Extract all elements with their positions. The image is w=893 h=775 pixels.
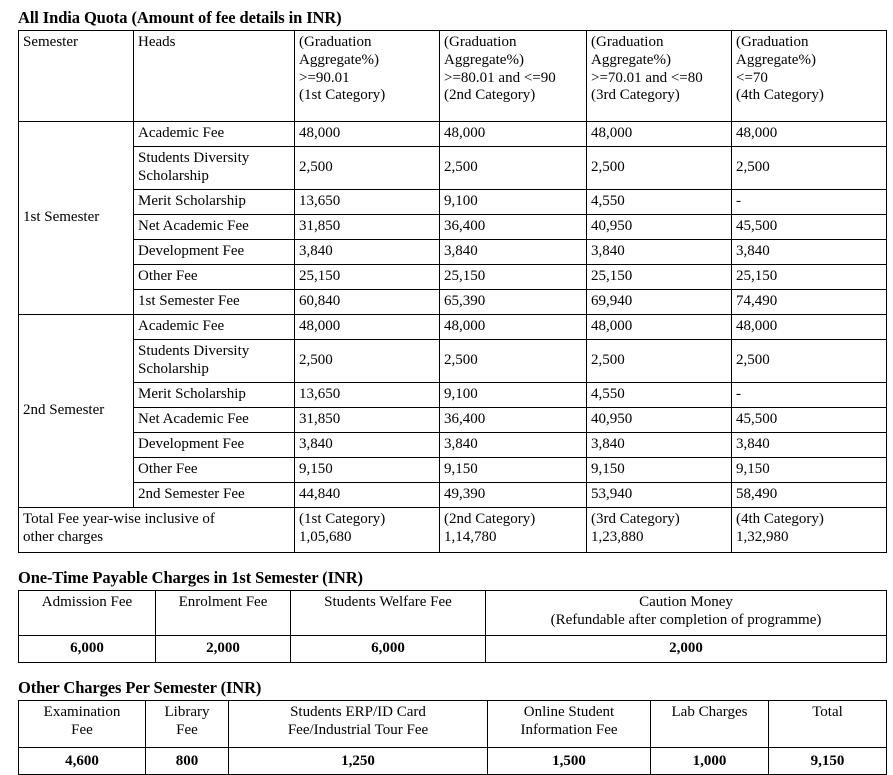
row-head-line2: Scholarship bbox=[138, 168, 209, 185]
total-cat3: 69,940 bbox=[587, 290, 732, 315]
table-row bbox=[19, 265, 887, 290]
cell-cat1: 48,000 bbox=[295, 122, 440, 147]
header-cat2-line2: Aggregate%) bbox=[444, 51, 524, 68]
row-head: Development Fee bbox=[134, 240, 295, 265]
header-cat2-line1: (Graduation bbox=[444, 34, 517, 51]
cell-cat2: 3,840 bbox=[440, 433, 587, 458]
header-enrolment-fee bbox=[156, 591, 291, 636]
cell-cat3: 4,550 bbox=[587, 190, 732, 215]
header-students-erp-line2: Fee/Industrial Tour Fee bbox=[287, 722, 429, 739]
header-online-student-line1: Online Student bbox=[523, 704, 615, 721]
total-cat1: 44,840 bbox=[295, 483, 440, 508]
cell-cat2: 2,500 bbox=[440, 147, 587, 190]
row-head: Net Academic Fee bbox=[134, 215, 295, 240]
cell-cat2: 9,150 bbox=[440, 458, 587, 483]
header-library-fee-line1: Library bbox=[164, 704, 210, 721]
value-admission-fee: 6,000 bbox=[19, 636, 156, 663]
table-row bbox=[19, 433, 887, 458]
table-header-row bbox=[19, 591, 887, 636]
cell-cat2: 25,150 bbox=[440, 265, 587, 290]
cell-cat1: 3,840 bbox=[295, 240, 440, 265]
table-row bbox=[19, 147, 887, 190]
header-admission-fee bbox=[19, 591, 156, 636]
table-row bbox=[19, 122, 887, 147]
table-value-row bbox=[19, 636, 887, 663]
cell-cat3: 3,840 bbox=[587, 433, 732, 458]
cell-cat1: 9,150 bbox=[295, 458, 440, 483]
header-total bbox=[769, 701, 887, 748]
cell-cat4: 48,000 bbox=[732, 122, 887, 147]
cell-cat2: 2,500 bbox=[440, 340, 587, 383]
cell-cat1: 13,650 bbox=[295, 383, 440, 408]
cell-cat4: 45,500 bbox=[732, 215, 887, 240]
header-students-welfare-fee bbox=[291, 591, 486, 636]
header-cat1-line1: (Graduation bbox=[299, 34, 372, 51]
other-charges-title: Other Charges Per Semester (INR) bbox=[18, 678, 262, 698]
cell-cat1: 48,000 bbox=[295, 315, 440, 340]
cell-cat1: 31,850 bbox=[295, 408, 440, 433]
semester-1-total-row bbox=[19, 290, 887, 315]
header-semester: Semester bbox=[19, 31, 134, 122]
row-head: Merit Scholarship bbox=[134, 383, 295, 408]
table-row bbox=[19, 240, 887, 265]
cell-cat4: 3,840 bbox=[732, 240, 887, 265]
grand-total-cat1-category: (1st Category) bbox=[299, 511, 386, 528]
table-row bbox=[19, 458, 887, 483]
header-cat2-line4: (2nd Category) bbox=[444, 87, 536, 104]
table-header-row bbox=[19, 701, 887, 748]
value-examination-fee: 4,600 bbox=[19, 748, 146, 775]
header-total-line1: Total bbox=[812, 704, 843, 721]
grand-total-cat2 bbox=[440, 508, 587, 553]
grand-total-cat2-category: (2nd Category) bbox=[444, 511, 536, 528]
header-cat4-line4: (4th Category) bbox=[736, 87, 824, 104]
cell-cat4: 25,150 bbox=[732, 265, 887, 290]
cell-cat3: 2,500 bbox=[587, 147, 732, 190]
value-students-erp-id-card-fee: 1,250 bbox=[229, 748, 488, 775]
row-head bbox=[134, 340, 295, 383]
header-cat3-line3: >=70.01 and <=80 bbox=[591, 69, 703, 86]
cell-cat3: 40,950 bbox=[587, 215, 732, 240]
header-caution-money-line1: Caution Money bbox=[639, 594, 733, 611]
header-cat3-line4: (3rd Category) bbox=[591, 87, 680, 104]
grand-total-label bbox=[19, 508, 295, 553]
row-head: Development Fee bbox=[134, 433, 295, 458]
cell-cat1: 2,500 bbox=[295, 340, 440, 383]
one-time-payable-charges-table bbox=[18, 590, 887, 663]
semester-2-label: 2nd Semester bbox=[19, 315, 134, 508]
grand-total-cat3 bbox=[587, 508, 732, 553]
table-row bbox=[19, 215, 887, 240]
header-online-student-line2: Information Fee bbox=[520, 722, 618, 739]
cell-cat2: 48,000 bbox=[440, 122, 587, 147]
header-caution-money-line2: (Refundable after completion of programme) bbox=[550, 611, 822, 628]
one-time-charges-title: One-Time Payable Charges in 1st Semester (INR) bbox=[18, 568, 363, 588]
total-cat2: 65,390 bbox=[440, 290, 587, 315]
header-category-3 bbox=[587, 31, 732, 122]
cell-cat3: 40,950 bbox=[587, 408, 732, 433]
row-head: Merit Scholarship bbox=[134, 190, 295, 215]
row-head: Other Fee bbox=[134, 265, 295, 290]
cell-cat3: 3,840 bbox=[587, 240, 732, 265]
value-total: 9,150 bbox=[769, 748, 887, 775]
row-head: Academic Fee bbox=[134, 122, 295, 147]
header-library-fee-line2: Fee bbox=[176, 722, 198, 739]
row-head bbox=[134, 147, 295, 190]
header-caution-money bbox=[486, 591, 887, 636]
cell-cat3: 9,150 bbox=[587, 458, 732, 483]
header-online-student-information-fee bbox=[488, 701, 651, 748]
header-cat1-line3: >=90.01 bbox=[299, 69, 350, 86]
value-students-welfare-fee: 6,000 bbox=[291, 636, 486, 663]
header-cat2-line3: >=80.01 and <=90 bbox=[444, 69, 556, 86]
value-enrolment-fee: 2,000 bbox=[156, 636, 291, 663]
cell-cat2: 9,100 bbox=[440, 383, 587, 408]
cell-cat4: - bbox=[732, 383, 887, 408]
header-students-erp-id-card-fee bbox=[229, 701, 488, 748]
table-row bbox=[19, 383, 887, 408]
row-head-total: 2nd Semester Fee bbox=[134, 483, 295, 508]
header-category-1 bbox=[295, 31, 440, 122]
grand-total-cat1-amount: 1,05,680 bbox=[299, 528, 352, 545]
header-students-erp-line1: Students ERP/ID Card bbox=[290, 704, 426, 721]
cell-cat4: 2,500 bbox=[732, 340, 887, 383]
header-cat3-line2: Aggregate%) bbox=[591, 51, 671, 68]
table-header-row bbox=[19, 31, 887, 122]
row-head-total: 1st Semester Fee bbox=[134, 290, 295, 315]
table-row bbox=[19, 408, 887, 433]
table-row bbox=[19, 315, 887, 340]
header-lab-charges bbox=[651, 701, 769, 748]
row-head: Other Fee bbox=[134, 458, 295, 483]
header-cat4-line2: Aggregate%) bbox=[736, 51, 816, 68]
total-cat1: 60,840 bbox=[295, 290, 440, 315]
grand-total-cat4 bbox=[732, 508, 887, 553]
cell-cat2: 9,100 bbox=[440, 190, 587, 215]
grand-total-cat4-category: (4th Category) bbox=[736, 511, 824, 528]
semester-2-total-row bbox=[19, 483, 887, 508]
grand-total-cat2-amount: 1,14,780 bbox=[444, 528, 497, 545]
header-cat3-line1: (Graduation bbox=[591, 34, 664, 51]
row-head-line2: Scholarship bbox=[138, 361, 209, 378]
cell-cat3: 25,150 bbox=[587, 265, 732, 290]
header-category-4 bbox=[732, 31, 887, 122]
cell-cat2: 48,000 bbox=[440, 315, 587, 340]
cell-cat4: 45,500 bbox=[732, 408, 887, 433]
header-cat4-line3: <=70 bbox=[736, 69, 768, 86]
cell-cat1: 31,850 bbox=[295, 215, 440, 240]
fee-table-title: All India Quota (Amount of fee details in INR) bbox=[18, 8, 342, 27]
grand-total-cat4-amount: 1,32,980 bbox=[736, 528, 789, 545]
header-cat1-line4: (1st Category) bbox=[299, 87, 386, 104]
header-cat1-line2: Aggregate%) bbox=[299, 51, 379, 68]
cell-cat3: 2,500 bbox=[587, 340, 732, 383]
header-category-2 bbox=[440, 31, 587, 122]
header-library-fee bbox=[146, 701, 229, 748]
header-admission-fee-line1: Admission Fee bbox=[41, 594, 133, 611]
all-india-quota-fee-table bbox=[18, 30, 887, 553]
cell-cat1: 25,150 bbox=[295, 265, 440, 290]
total-cat4: 58,490 bbox=[732, 483, 887, 508]
header-cat4-line1: (Graduation bbox=[736, 34, 809, 51]
cell-cat1: 2,500 bbox=[295, 147, 440, 190]
grand-total-label-line2: other charges bbox=[23, 528, 104, 545]
cell-cat2: 3,840 bbox=[440, 240, 587, 265]
cell-cat4: - bbox=[732, 190, 887, 215]
value-library-fee: 800 bbox=[146, 748, 229, 775]
table-value-row bbox=[19, 748, 887, 775]
header-examination-fee-line2: Fee bbox=[71, 722, 93, 739]
header-lab-charges-line1: Lab Charges bbox=[671, 704, 748, 721]
header-examination-fee bbox=[19, 701, 146, 748]
cell-cat1: 3,840 bbox=[295, 433, 440, 458]
header-students-welfare-fee-line1: Students Welfare Fee bbox=[324, 594, 452, 611]
header-heads: Heads bbox=[134, 31, 295, 122]
value-lab-charges: 1,000 bbox=[651, 748, 769, 775]
total-cat4: 74,490 bbox=[732, 290, 887, 315]
grand-total-cat3-amount: 1,23,880 bbox=[591, 528, 644, 545]
value-caution-money: 2,000 bbox=[486, 636, 887, 663]
cell-cat4: 9,150 bbox=[732, 458, 887, 483]
table-row bbox=[19, 340, 887, 383]
grand-total-cat3-category: (3rd Category) bbox=[591, 511, 680, 528]
cell-cat2: 36,400 bbox=[440, 215, 587, 240]
cell-cat3: 48,000 bbox=[587, 315, 732, 340]
cell-cat3: 4,550 bbox=[587, 383, 732, 408]
cell-cat4: 3,840 bbox=[732, 433, 887, 458]
semester-1-label: 1st Semester bbox=[19, 122, 134, 315]
table-row bbox=[19, 190, 887, 215]
header-examination-fee-line1: Examination bbox=[43, 704, 121, 721]
cell-cat3: 48,000 bbox=[587, 122, 732, 147]
row-head-line1: Students Diversity bbox=[138, 343, 250, 360]
cell-cat4: 48,000 bbox=[732, 315, 887, 340]
other-charges-per-semester-table bbox=[18, 700, 887, 775]
value-online-student-information-fee: 1,500 bbox=[488, 748, 651, 775]
row-head: Net Academic Fee bbox=[134, 408, 295, 433]
grand-total-cat1 bbox=[295, 508, 440, 553]
total-cat2: 49,390 bbox=[440, 483, 587, 508]
cell-cat1: 13,650 bbox=[295, 190, 440, 215]
grand-total-row bbox=[19, 508, 887, 553]
total-cat3: 53,940 bbox=[587, 483, 732, 508]
grand-total-label-line1: Total Fee year-wise inclusive of bbox=[23, 511, 215, 528]
row-head-line1: Students Diversity bbox=[138, 150, 250, 167]
row-head: Academic Fee bbox=[134, 315, 295, 340]
cell-cat4: 2,500 bbox=[732, 147, 887, 190]
cell-cat2: 36,400 bbox=[440, 408, 587, 433]
header-enrolment-fee-line1: Enrolment Fee bbox=[178, 594, 268, 611]
